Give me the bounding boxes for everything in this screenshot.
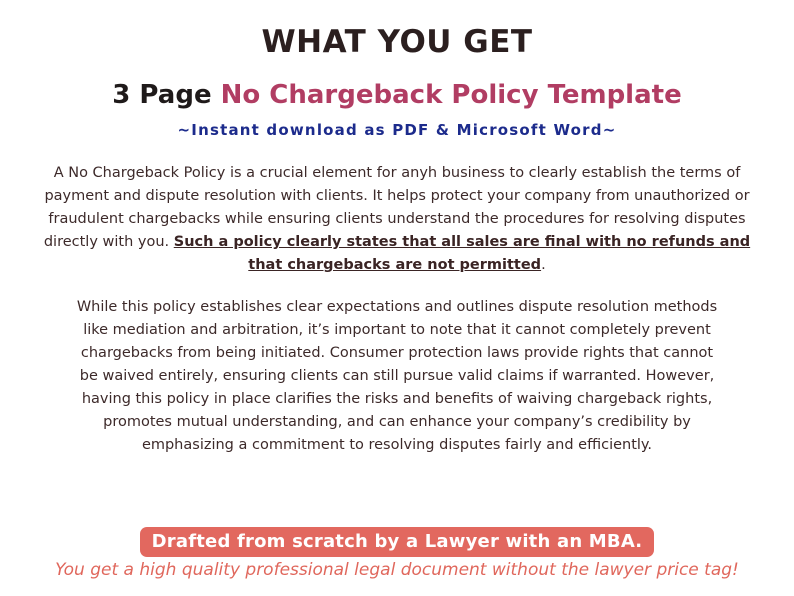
lawyer-banner: Drafted from scratch by a Lawyer with an MBA. (140, 527, 655, 557)
product-subtitle (0, 80, 794, 110)
intro-paragraph (40, 162, 754, 277)
details-paragraph: While this policy establishes clear expectations and outlines dispute resolution methods like mediation and arbitration, it’s important to note that it cannot completely prevent chargebacks from being initiated. Consumer protection laws provide rights that cannot be waived entirely, ensuring clients can still pursue valid claims if warranted. However, having this policy in place clarifies the risks and benefits of waiving chargeback rights, promotes mutual understanding, and can enhance your company’s credibility by emphasizing a commitment to resolving disputes fairly and efficiently. (76, 299, 718, 453)
download-tagline: ~Instant download as PDF & Microsoft Word~ (177, 121, 617, 139)
intro-emphasis: Such a policy clearly states that all sales are final with no refunds and that chargebacks are not permitted (173, 234, 751, 273)
subtitle-product-name: No Chargeback Policy Template (220, 80, 682, 110)
intro-text: A No Chargeback Policy is a crucial element for anyh business to clearly establish the terms of payment and dispute resolution with clients. It helps protect your company from unauthorized or fraudulent chargebacks while ensuring clients understand the procedures for resolving disputes directly with you. (43, 165, 750, 250)
intro-end: . (541, 257, 546, 273)
subtitle-prefix: 3 Page (112, 80, 221, 110)
page-title: WHAT YOU GET (261, 24, 533, 60)
closing-tagline: You get a high quality professional legal document without the lawyer price tag! (55, 560, 739, 580)
banner-row (0, 527, 794, 557)
